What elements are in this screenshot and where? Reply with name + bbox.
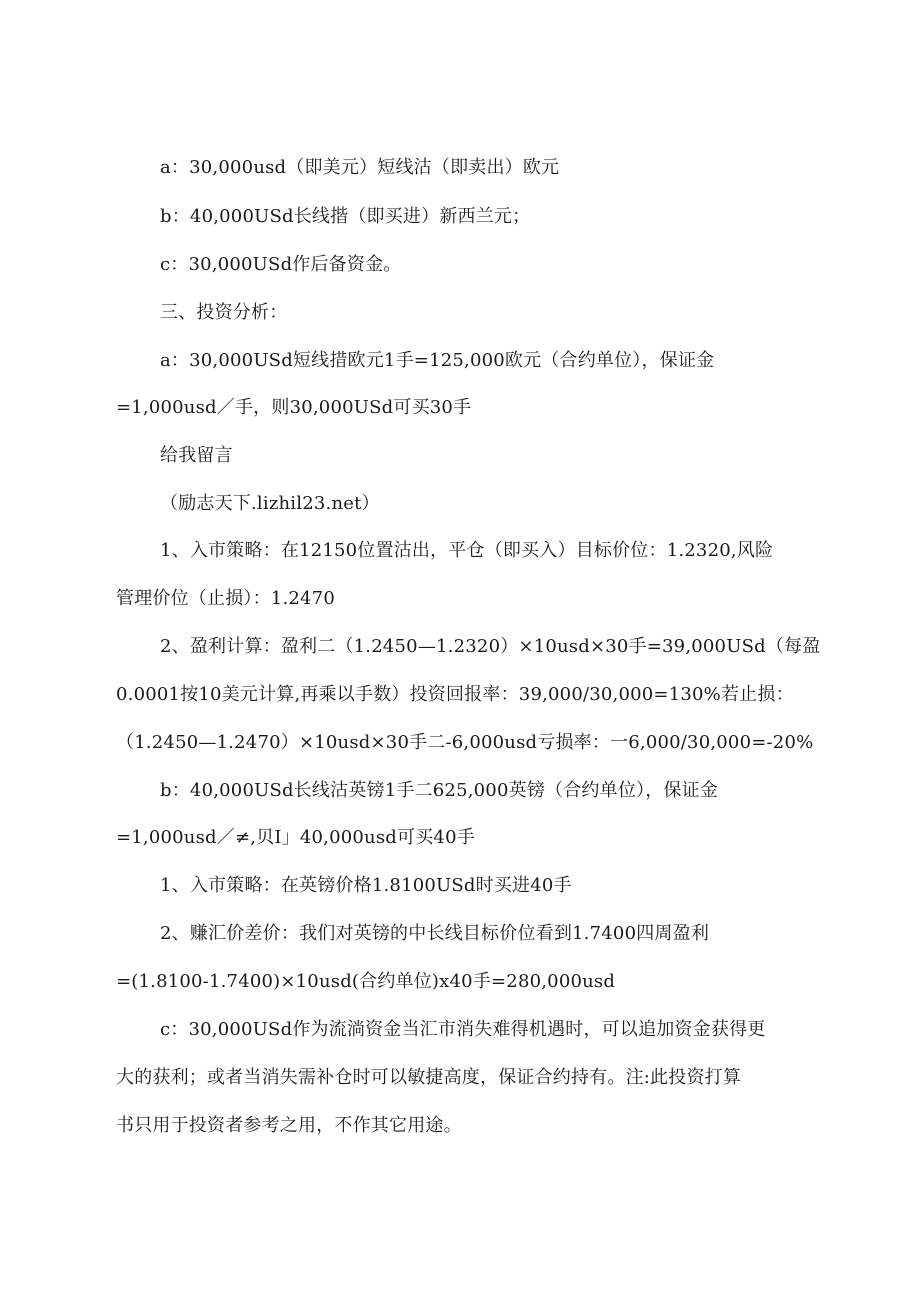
text-line-disclaimer: 书只用于投资者参考之用，不作其它用途。 [116, 1115, 462, 1136]
text-line-b-gbp-contract: b：40,000USd长线沽英镑1手二625,000英镑（合约单位），保证金 [160, 780, 719, 801]
text-line-a-eur-contract: a：30,000USd短线措欧元1手=125,000欧元（合约单位），保证金 [160, 350, 715, 371]
text-line-c-reserve-funds: c：30,000USd作后备资金。 [160, 254, 402, 275]
text-line-spread-profit: 2、赚汇价差价：我们对英镑的中长线目标价位看到1.7400四周盈利 [160, 923, 710, 944]
text-line-loss-rate: （1.2450—1.2470）×10usd×30手二-6,000usd亏损率：一6,000/30,000=-20% [116, 732, 814, 753]
section-heading-investment-analysis: 三、投资分析： [160, 302, 288, 323]
text-line-stop-loss: 管理价位（止损）：1.2470 [116, 588, 335, 609]
text-line-c-margin-call: 大的获利；或者当消失需补仓时可以敏捷高度，保证合约持有。注:此投资打算 [116, 1067, 742, 1088]
text-line-b-long-buy-nzd: b：40,000USd长线揩（即买进）新西兰元； [160, 206, 531, 227]
text-line-b-gbp-margin: =1,000usd／≠,贝I」40,000usd可买40手 [116, 827, 475, 848]
text-line-entry-strategy-1: 1、入市策略：在12150位置沽出，平仓（即买入）目标价位：1.2320,风险 [160, 540, 774, 561]
text-line-profit-calc-1: 2、盈利计算：盈利二（1.2450—1.2320）×10usd×30手=39,000USd（每盈 [160, 636, 821, 657]
text-line-profit-calc-2: 0.0001按10美元计算,再乘以手数）投资回报率：39,000/30,000=130%若止损： [116, 684, 794, 705]
text-line-entry-strategy-gbp: 1、入市策略：在英镑价格1.8100USd时买进40手 [160, 875, 572, 896]
text-line-a-eur-margin: =1,000usd／手，则30,000USd可买30手 [116, 397, 472, 418]
text-line-spread-formula: =(1.8100-1.7400)×10usd(合约单位)x40手=280,000usd [116, 971, 616, 992]
text-line-site-watermark: （励志天下.lizhil23.net） [160, 493, 380, 514]
text-line-leave-message: 给我留言 [160, 445, 233, 466]
text-line-a-short-sell-eur: a：30,000usd（即美元）短线沽（即卖出）欧元 [160, 157, 560, 178]
text-line-c-liquid-funds: c：30,000USd作为流淌资金当汇市消失难得机遇时，可以追加资金获得更 [160, 1019, 766, 1040]
